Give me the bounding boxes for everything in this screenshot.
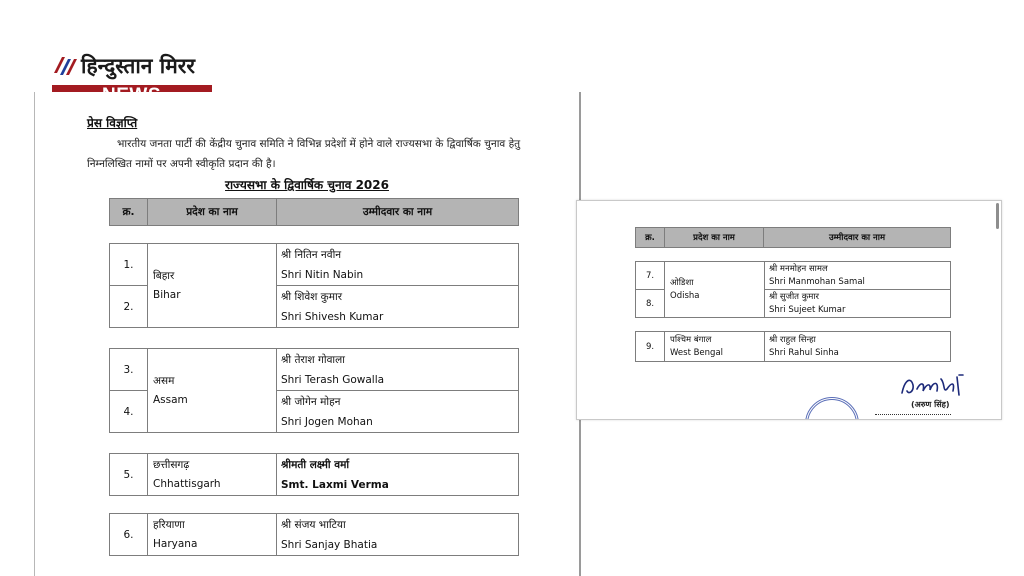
row-sn: 6.	[110, 514, 148, 556]
state-cell	[665, 332, 765, 362]
candidate-cell	[277, 286, 519, 328]
candidate-cell	[277, 244, 519, 286]
state-cell	[148, 454, 277, 496]
candidate-name-hi: श्री मनमोहन सामल	[769, 263, 828, 274]
candidate-cell	[765, 332, 951, 362]
state-name-hi: ओडिशा	[670, 277, 694, 288]
candidate-table-header	[109, 198, 519, 226]
signature-line	[875, 414, 951, 415]
row-sn: 5.	[110, 454, 148, 496]
state-name-hi: पश्चिम बंगाल	[670, 334, 712, 345]
candidate-name-hi: श्री संजय भाटिया	[281, 518, 346, 531]
state-name-hi: असम	[153, 374, 175, 387]
candidate-name-hi: श्री नितिन नवीन	[281, 248, 342, 261]
state-group-odisha	[635, 261, 951, 318]
state-group-assam	[109, 348, 519, 433]
press-release-page-2	[576, 200, 1002, 420]
press-release-intro: भारतीय जनता पार्टी की केंद्रीय चुनाव समिति ने विभिन्न प्रदेशों में होने वाले राज्यसभा के द्विवार्षिक चुनाव हेतु निम्नलिखित नामों पर अपनी स्वीकृति प्रदान की है।	[87, 138, 521, 170]
state-name-en: Odisha	[670, 290, 700, 301]
candidate-cell	[765, 262, 951, 290]
state-name-en: Haryana	[153, 537, 198, 550]
candidate-name-en: Shri Shivesh Kumar	[281, 310, 384, 323]
candidate-cell	[765, 290, 951, 318]
table-row	[110, 349, 519, 391]
state-group-west-bengal	[635, 331, 951, 362]
candidate-name-en: Shri Terash Gowalla	[281, 373, 385, 386]
header-sn: क्र.	[636, 228, 665, 248]
state-name-en: Bihar	[153, 288, 181, 301]
table-row	[110, 514, 519, 556]
state-cell	[148, 349, 277, 433]
candidate-name-hi: श्री शिवेश कुमार	[281, 290, 343, 303]
signatory-name: (अरुण सिंह)	[911, 400, 950, 409]
stripes-logo-icon	[52, 55, 78, 77]
header-state: प्रदेश का नाम	[148, 199, 277, 226]
press-release-page	[34, 92, 581, 576]
candidate-cell	[277, 514, 519, 556]
state-group-chhattisgarh	[109, 453, 519, 496]
row-sn: 9.	[636, 332, 665, 362]
header-sn: क्र.	[110, 199, 148, 226]
row-sn: 8.	[636, 290, 665, 318]
row-sn: 4.	[110, 391, 148, 433]
table-row	[636, 262, 951, 290]
state-name-hi: बिहार	[153, 269, 175, 282]
candidate-cell	[277, 454, 519, 496]
table-row	[636, 332, 951, 362]
candidate-name-hi: श्री राहुल सिन्हा	[769, 334, 816, 345]
candidate-name-en: Shri Rahul Sinha	[769, 347, 839, 358]
state-name-hi: छत्तीसगढ़	[153, 458, 190, 471]
press-release-title: प्रेस विज्ञप्ति	[87, 116, 138, 130]
table-row	[110, 244, 519, 286]
candidate-name-hi: श्रीमती लक्ष्मी वर्मा	[281, 458, 350, 471]
candidate-name-en: Shri Sujeet Kumar	[769, 304, 846, 315]
signature-icon	[899, 371, 967, 401]
state-cell	[665, 262, 765, 318]
candidate-name-en: Shri Nitin Nabin	[281, 268, 364, 281]
header-state: प्रदेश का नाम	[665, 228, 764, 248]
candidate-cell	[277, 349, 519, 391]
site-logo[interactable]	[52, 48, 214, 84]
row-sn: 1.	[110, 244, 148, 286]
candidate-name-en: Shri Jogen Mohan	[281, 415, 373, 428]
state-cell	[148, 244, 277, 328]
logo-name: हिन्दुस्तान मिरर	[81, 54, 195, 78]
state-name-en: West Bengal	[670, 347, 724, 358]
state-cell	[148, 514, 277, 556]
state-group-bihar	[109, 243, 519, 328]
candidate-name-hi: श्री सुजीत कुमार	[769, 291, 820, 302]
candidate-name-hi: श्री तेराश गोवाला	[281, 353, 345, 366]
state-name-hi: हरियाणा	[153, 518, 185, 531]
row-sn: 7.	[636, 262, 665, 290]
state-name-en: Assam	[153, 393, 188, 406]
header-candidate: उम्मीदवार का नाम	[277, 199, 519, 226]
table-row	[110, 454, 519, 496]
candidate-list-heading: राज्यसभा के द्विवार्षिक चुनाव 2026	[225, 178, 389, 192]
header-candidate: उम्मीदवार का नाम	[764, 228, 951, 248]
scrollbar[interactable]	[996, 203, 999, 229]
candidate-name-en: Shri Manmohan Samal	[769, 276, 865, 287]
candidate-name-hi: श्री जोगेन मोहन	[281, 395, 341, 408]
row-sn: 2.	[110, 286, 148, 328]
party-seal	[805, 397, 859, 420]
candidate-name-en: Shri Sanjay Bhatia	[281, 538, 378, 551]
candidate-cell	[277, 391, 519, 433]
candidate-table-header-2	[635, 227, 951, 248]
candidate-name-en: Smt. Laxmi Verma	[281, 478, 389, 491]
state-group-haryana	[109, 513, 519, 556]
row-sn: 3.	[110, 349, 148, 391]
state-name-en: Chhattisgarh	[153, 477, 221, 490]
